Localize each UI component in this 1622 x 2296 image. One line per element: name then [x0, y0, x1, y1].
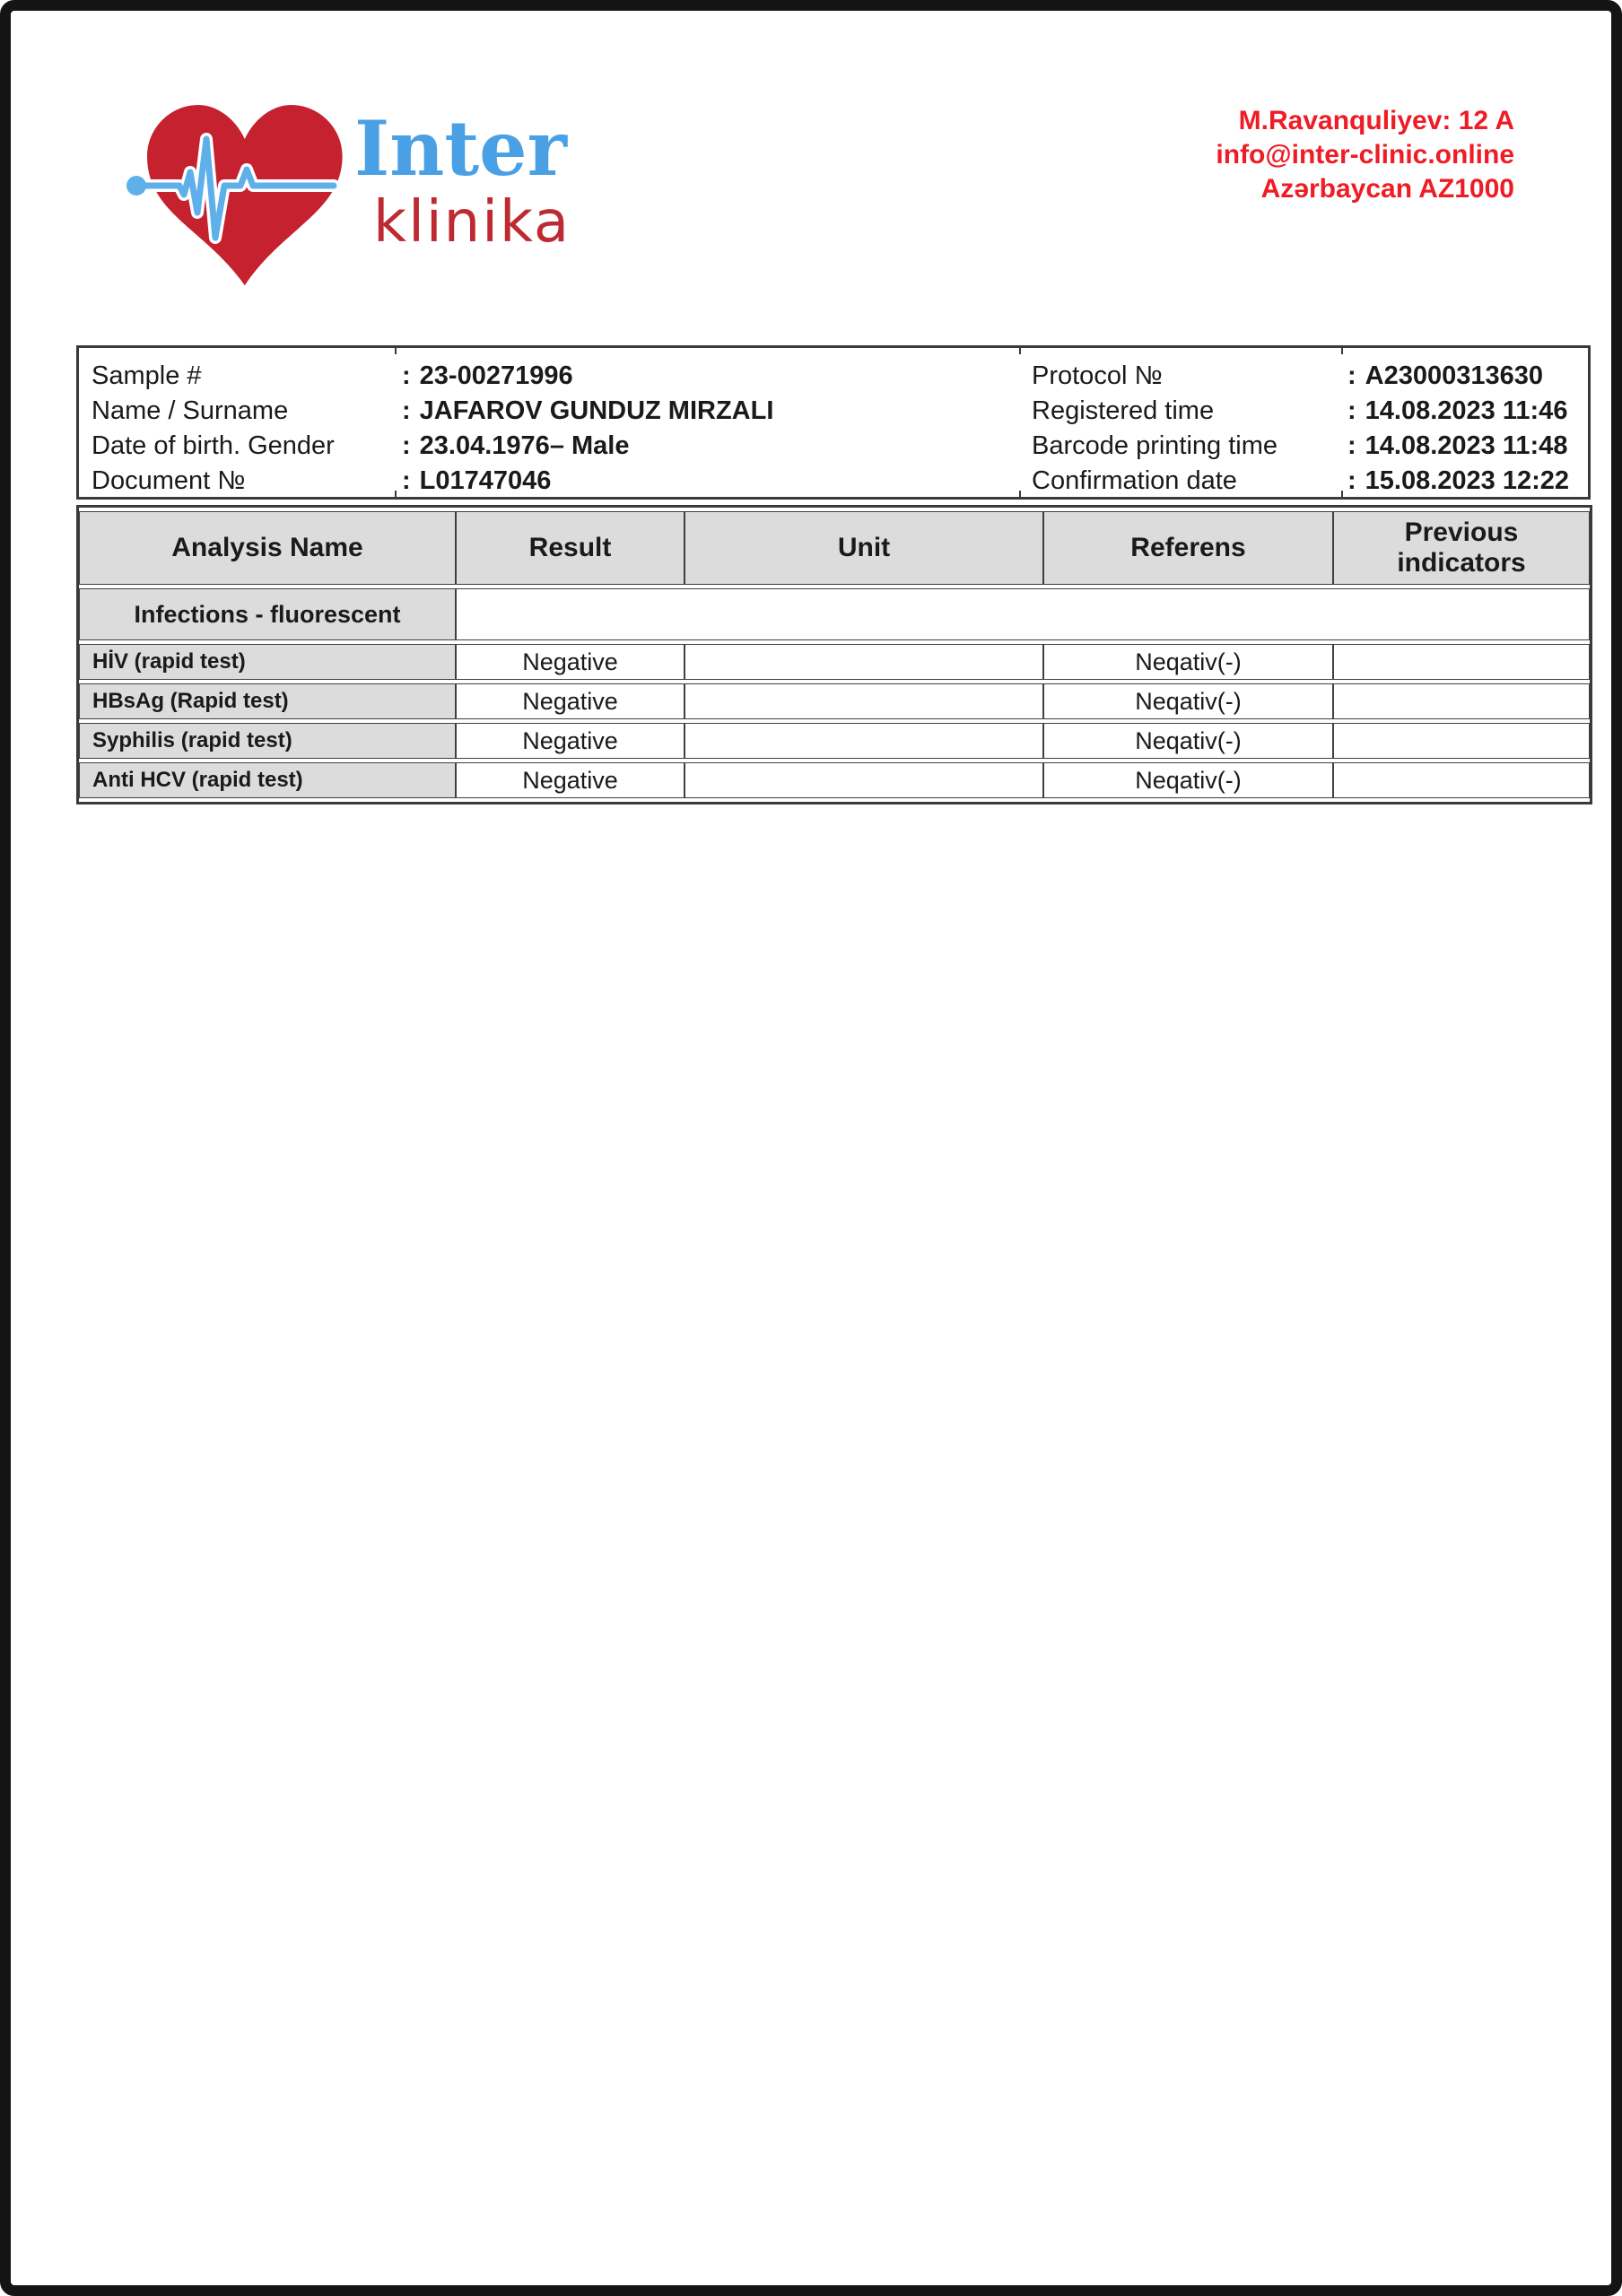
table-row: [79, 683, 1590, 719]
unit-cell: [685, 723, 1043, 759]
analysis-name-cell: Anti HCV (rapid test): [79, 762, 456, 798]
info-box-column-tick: [1341, 348, 1343, 354]
info-label: Date of birth. Gender: [92, 431, 335, 460]
info-separator: :: [402, 396, 411, 425]
unit-cell: [685, 683, 1043, 719]
info-row-registered-time: [1032, 394, 1579, 429]
table-row: [79, 644, 1590, 680]
analysis-name-cell: HİV (rapid test): [79, 644, 456, 680]
referens-cell: Neqativ(-): [1043, 762, 1333, 798]
info-separator: :: [402, 361, 411, 390]
unit-cell: [685, 762, 1043, 798]
info-row-barcode-printing-time: [1032, 429, 1579, 464]
info-value: L01747046: [419, 466, 552, 495]
result-cell: Negative: [456, 723, 685, 759]
info-label: Sample #: [92, 361, 202, 390]
referens-cell: Neqativ(-): [1043, 644, 1333, 680]
previous-indicators-cell: [1333, 762, 1590, 798]
clinic-heart-ekg-icon: [126, 96, 348, 311]
info-label: Document №: [92, 466, 246, 495]
ekg-line-dot: [126, 176, 146, 196]
clinic-contact-block: [1216, 104, 1514, 206]
referens-cell: Neqativ(-): [1043, 683, 1333, 719]
info-separator: :: [1347, 396, 1356, 425]
info-separator: :: [1347, 361, 1356, 390]
info-label: Barcode printing time: [1032, 431, 1278, 460]
column-header-analysis-name: Analysis Name: [79, 511, 456, 585]
info-value: 14.08.2023 11:48: [1365, 431, 1568, 460]
contact-country-postcode: Azərbaycan AZ1000: [1260, 174, 1514, 204]
section-title: Infections - fluorescent: [79, 588, 456, 640]
result-cell: Negative: [456, 644, 685, 680]
results-table: [79, 508, 1590, 802]
info-box-column-tick: [1019, 348, 1021, 354]
info-row-protocol-number: [1032, 359, 1579, 394]
info-row-sample-number: [92, 359, 1007, 394]
patient-info-right-column: [1032, 359, 1579, 499]
section-row: [79, 588, 1590, 640]
info-separator: :: [402, 431, 411, 460]
patient-info-box: [76, 345, 1591, 500]
result-cell: Negative: [456, 762, 685, 798]
info-label: Confirmation date: [1032, 466, 1237, 495]
info-separator: :: [402, 466, 411, 495]
analysis-name-cell: Syphilis (rapid test): [79, 723, 456, 759]
logo-wordmark-inter: Inter: [354, 104, 567, 193]
info-value: 23.04.1976– Male: [419, 431, 630, 460]
info-row-birthdate-gender: [92, 429, 1007, 464]
unit-cell: [685, 644, 1043, 680]
info-label: Name / Surname: [92, 396, 289, 425]
info-value: 14.08.2023 11:46: [1365, 396, 1568, 425]
column-header-referens: Referens: [1043, 511, 1333, 585]
referens-cell: Neqativ(-): [1043, 723, 1333, 759]
table-row: [79, 762, 1590, 798]
column-header-result: Result: [456, 511, 685, 585]
contact-address-line: M.Ravanquliyev: 12 A: [1238, 106, 1514, 135]
info-value: JAFAROV GUNDUZ MIRZALI: [419, 396, 774, 425]
info-row-confirmation-date: [1032, 464, 1579, 499]
info-box-column-tick: [1019, 491, 1021, 497]
heart-shape: [147, 105, 343, 285]
info-value: 15.08.2023 12:22: [1365, 466, 1570, 495]
info-value: 23-00271996: [419, 361, 573, 390]
table-row: [79, 723, 1590, 759]
info-separator: :: [1347, 466, 1356, 495]
section-row-empty-area: [456, 588, 1590, 640]
results-header-row: [79, 511, 1590, 585]
info-separator: :: [1347, 431, 1356, 460]
info-label: Protocol №: [1032, 361, 1163, 390]
contact-email: info@inter-clinic.online: [1216, 140, 1514, 170]
info-row-name-surname: [92, 394, 1007, 429]
previous-indicators-cell: [1333, 683, 1590, 719]
analysis-name-cell: HBsAg (Rapid test): [79, 683, 456, 719]
column-header-previous-indicators: Previous indicators: [1333, 511, 1590, 585]
results-table-wrapper: [76, 505, 1592, 804]
logo-wordmark-klinika: klinika: [373, 189, 571, 256]
previous-indicators-cell: [1333, 723, 1590, 759]
info-label: Registered time: [1032, 396, 1215, 425]
info-box-column-tick: [395, 348, 397, 354]
previous-indicators-cell: [1333, 644, 1590, 680]
result-cell: Negative: [456, 683, 685, 719]
column-header-unit: Unit: [685, 511, 1043, 585]
info-row-document-number: [92, 464, 1007, 499]
info-value: A23000313630: [1365, 361, 1544, 390]
patient-info-left-column: [92, 359, 1007, 499]
